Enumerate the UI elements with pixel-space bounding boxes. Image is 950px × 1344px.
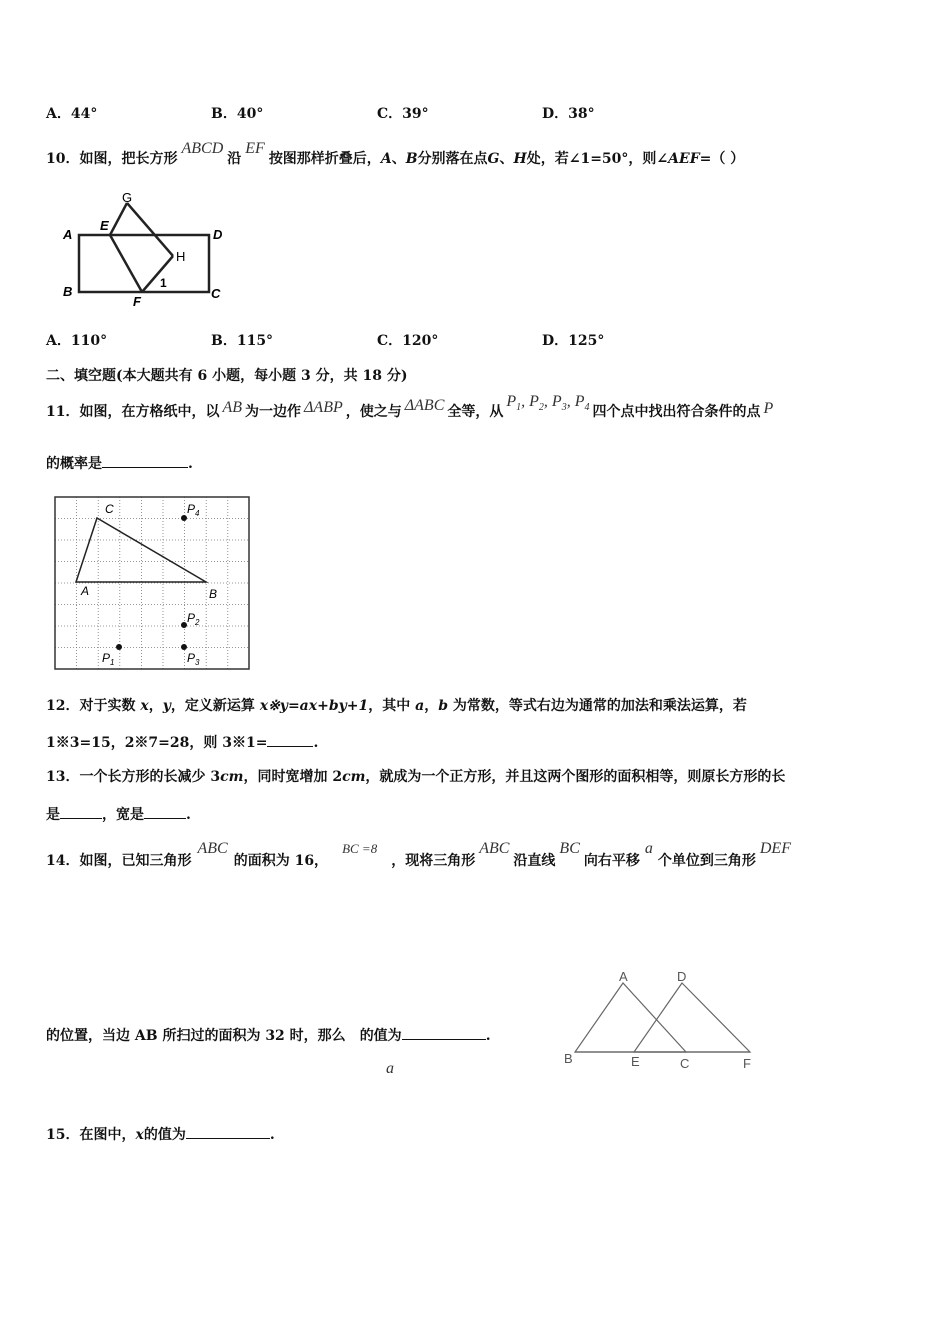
q13-unit: cm	[342, 769, 366, 785]
label-g: G	[122, 190, 133, 205]
q15-stem	[46, 1124, 275, 1144]
q12-stem	[46, 695, 747, 715]
q13-unit: cm	[220, 769, 244, 785]
q14-text: 向右平移	[583, 853, 640, 869]
q11-text: 11．如图，在方格纸中，以	[46, 404, 220, 420]
grid-border	[55, 497, 249, 669]
q13-text: 13．一个长方形的长减少 3	[46, 769, 221, 785]
q11-abc: ΔABC	[404, 397, 445, 414]
q11-text: 全等，从	[447, 404, 504, 420]
label-e: E	[100, 218, 109, 233]
label-c: C	[105, 502, 114, 516]
label-p2: $P_2$	[187, 611, 200, 627]
q12-text: 12．对于实数	[46, 698, 141, 714]
q12-text: a	[415, 698, 425, 714]
label-c: C	[211, 286, 221, 301]
q12-stem-line2	[46, 732, 318, 752]
q10-text: 沿	[227, 151, 242, 167]
q11-p-letter: P	[574, 393, 585, 410]
fold-edge-hf	[142, 256, 173, 292]
q10-text: 分别落在点	[417, 151, 488, 167]
q11-p-index: 4	[584, 402, 590, 414]
q12-text: ，	[148, 698, 163, 714]
q14-text: .	[485, 1028, 491, 1044]
q14-stem	[46, 840, 795, 870]
q13-text: ，同时宽增加 2	[243, 769, 343, 785]
q10-option-a: A．110°	[46, 333, 108, 349]
q14-def: DEF	[759, 840, 791, 857]
q15-text: x	[135, 1127, 144, 1143]
q9-option-d: D．38°	[542, 106, 595, 122]
answer-blank[interactable]	[186, 1126, 270, 1139]
label-f: F	[743, 1056, 751, 1071]
q10-text: A	[380, 151, 392, 167]
q13-stem	[46, 766, 785, 786]
q10-text: H	[513, 151, 527, 167]
q10-option-b: B．115°	[211, 333, 274, 349]
q13-text: 是	[46, 807, 60, 823]
q9-option-a: A．44°	[46, 106, 98, 122]
label-e: E	[631, 1054, 640, 1069]
label-f: F	[133, 294, 141, 309]
q12-text: ，	[424, 698, 439, 714]
label-p1: $P_1$	[102, 651, 115, 667]
q14-bc-value: BC =8	[342, 841, 378, 856]
rectangle-shape	[79, 235, 209, 292]
q10-text: =（ ）	[699, 151, 745, 167]
label-a: A	[81, 584, 90, 598]
q11-text: 的概率是	[46, 456, 102, 472]
q14-abc: ABC	[197, 840, 228, 857]
q11-abp: ΔABP	[304, 399, 343, 416]
q15-text: 15．在图中，	[46, 1127, 136, 1143]
label-a: A	[619, 969, 628, 984]
q12-text: ，定义新运算	[170, 698, 260, 714]
section-title: 二、填空题(本大题共有 6 小题，每小题 3 分，共 18 分)	[46, 368, 408, 384]
q10-text: B	[405, 151, 418, 167]
q11-stem: 11．如图，在方格纸中，以 AB 为一边作 ΔABP ，使之与 ΔABC 全等，从$P_1$, $P_2$, $P_3$, $P_4$ 四个点中找出符合条件的点 P	[46, 393, 774, 420]
q10-text: AEF	[668, 151, 700, 167]
q11-p-letter: P	[551, 393, 562, 410]
q12-text: 1※3=15，2※7=28，则 3※1=	[46, 735, 268, 751]
q13-text: .	[186, 807, 191, 823]
q10-rect-name: ABCD	[181, 140, 224, 157]
q11-p-index: 3	[561, 402, 567, 414]
label-p4: $P_4$	[187, 502, 200, 518]
q14-a: a	[644, 840, 653, 857]
q10-option-d: D．125°	[542, 333, 605, 349]
q12-text: 为常数，等式右边为通常的加法和乘法运算，若	[447, 698, 747, 714]
q10-option-c: C．120°	[377, 333, 439, 349]
q11-p-index: 2	[538, 402, 544, 414]
q14-abc: ABC	[479, 840, 510, 857]
label-b: B	[564, 1051, 573, 1066]
q11-stem-line2	[46, 453, 193, 473]
fold-line-ef	[110, 235, 142, 292]
q14-text: 沿直线	[513, 853, 556, 869]
q10-text: 、	[391, 151, 406, 167]
q10-fold-figure	[55, 190, 235, 310]
q14-text: 的面积为 16，	[233, 853, 329, 869]
q15-text: 的值为	[143, 1127, 186, 1143]
q15-text: .	[269, 1127, 275, 1143]
fold-edge-gh	[127, 203, 173, 256]
q12-text: x	[140, 698, 149, 714]
answer-blank[interactable]	[102, 455, 188, 468]
q10-stem	[46, 140, 745, 168]
q14-text: 的值为	[359, 1028, 402, 1044]
q14-text: 个单位到三角形	[657, 853, 756, 869]
q10-text: 、	[499, 151, 514, 167]
q11-p-letter: P	[529, 393, 539, 410]
q12-text: ，其中	[368, 698, 416, 714]
q12-operation: x※y=ax+by+1	[259, 698, 369, 714]
q11-p-letter: P	[506, 393, 517, 410]
q11-text: ，使之与	[345, 404, 402, 420]
q11-text: 为一边作	[245, 404, 302, 420]
point-p1	[116, 644, 122, 650]
q11-text: .	[188, 456, 193, 472]
label-d: D	[213, 227, 223, 242]
label-p3: $P_3$	[187, 651, 200, 667]
triangle-def	[634, 983, 750, 1052]
answer-blank[interactable]	[267, 734, 313, 747]
answer-blank[interactable]	[402, 1027, 486, 1040]
label-b: B	[209, 587, 218, 601]
q9-option-c: C．39°	[377, 106, 429, 122]
q14-text: 的位置，当边 AB 所扫过的面积为 32 时，那么	[46, 1028, 346, 1044]
q14-a-symbol: a	[386, 1060, 394, 1077]
fold-edge-eg	[110, 203, 127, 235]
q12-text: .	[313, 735, 319, 751]
q12-text: b	[438, 698, 448, 714]
q10-text: 10．如图，把长方形	[46, 151, 178, 167]
label-c: C	[680, 1056, 690, 1071]
point-p3	[181, 644, 187, 650]
q14-text: ，现将三角形	[391, 853, 476, 869]
q13-text: ，宽是	[102, 807, 144, 823]
q14-translation-figure	[560, 965, 760, 1077]
q13-stem-line2	[46, 804, 191, 824]
q12-text: y	[162, 698, 171, 714]
label-d: D	[677, 969, 687, 984]
q14-stem-line2	[46, 1025, 491, 1045]
label-h: H	[176, 249, 186, 264]
q10-text: 处，若∠1=50°，则∠	[526, 151, 669, 167]
triangle-abc	[575, 983, 686, 1052]
q14-text: 14．如图，已知三角形	[46, 853, 192, 869]
label-a: A	[63, 227, 73, 242]
q10-text: G	[487, 151, 500, 167]
q11-p-index: 1	[516, 402, 522, 414]
q9-option-b: B．40°	[211, 106, 264, 122]
answer-blank-width[interactable]	[144, 806, 186, 819]
q10-text: 按图那样折叠后，	[268, 151, 381, 167]
q13-text: ，就成为一个正方形，并且这两个图形的面积相等，则原长方形的长	[365, 769, 786, 785]
answer-blank-length[interactable]	[60, 806, 102, 819]
angle-1-label: 1	[160, 276, 167, 290]
grid-lines	[55, 497, 249, 669]
q11-text: 四个点中找出符合条件的点	[592, 404, 761, 420]
q14-bc: BC	[559, 840, 580, 857]
label-b: B	[63, 284, 73, 299]
q11-p: P	[763, 400, 774, 417]
q11-grid-figure	[54, 496, 250, 671]
q11-ab: AB	[222, 399, 243, 416]
q10-fold-line: EF	[245, 140, 265, 157]
